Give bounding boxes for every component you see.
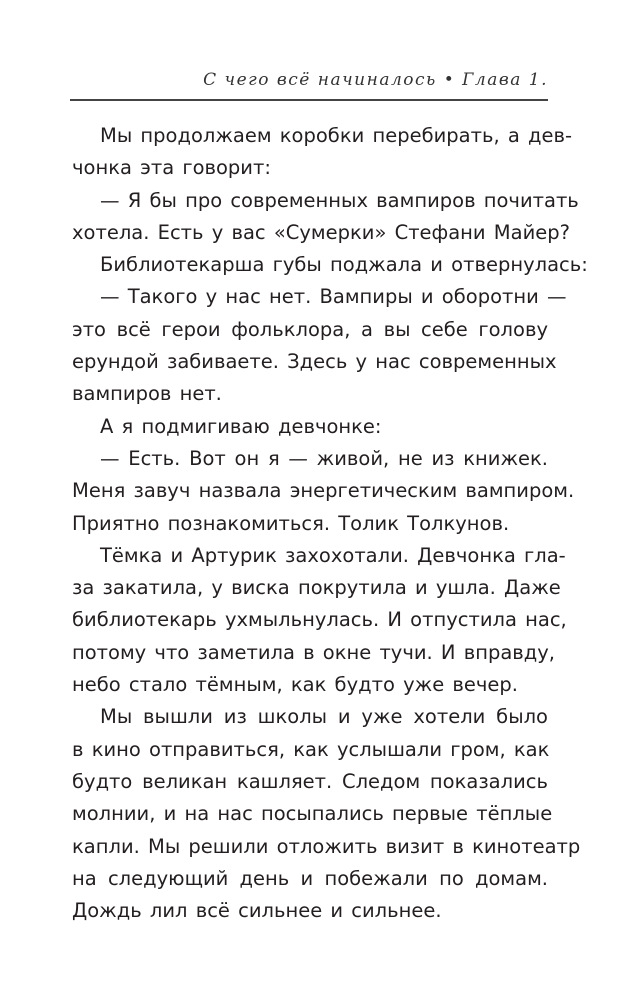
running-header: С чего всё начиналось • Глава 1. [203, 70, 548, 90]
text-line: капли. Мы решили отложить визит в кинотеатр [72, 834, 581, 858]
text-line: библиотекарь ухмыльнулась. И отпустила нас, [72, 608, 567, 632]
text-line: — Такого у нас нет. Вампиры и оборотни — [100, 285, 567, 309]
text-line: — Я бы про современных вампиров почитать [100, 188, 579, 212]
text-line: — Есть. Вот он я — живой, не из книжек. [100, 446, 548, 470]
body-text [72, 120, 588, 927]
text-line: вампиров нет. [72, 382, 222, 406]
text-line: чонка эта говорит: [72, 156, 271, 180]
text-line: молнии, и на нас посыпались первые тёплые [72, 802, 553, 826]
text-line: потому что заметила в окне тучи. И вправду, [72, 640, 555, 664]
text-line: будто великан кашляет. Следом показались [72, 769, 548, 793]
text-line: Мы продолжаем коробки перебирать, а дев- [100, 124, 573, 147]
text-line: ерундой забиваете. Здесь у нас современных [72, 350, 557, 374]
text-line: Дождь лил всё сильнее и сильнее. [72, 899, 442, 923]
text-line: хотела. Есть у вас «Сумерки» Стефани Майер? [72, 220, 570, 244]
header-rule [70, 99, 548, 101]
text-line: А я подмигиваю девчонке: [100, 414, 382, 438]
text-line: Меня завуч назвала энергетическим вампиром. [72, 479, 575, 503]
text-line: за закатила, у виска покрутила и ушла. Даже [72, 576, 561, 600]
text-line: небо стало тёмным, как будто уже вечер. [72, 673, 518, 697]
text-line: на следующий день и побежали по домам. [72, 866, 548, 890]
text-line: Приятно познакомиться. Толик Толкунов. [72, 511, 510, 535]
text-line: это всё герои фольклора, а вы себе голову [72, 317, 548, 341]
text-line: в кино отправиться, как услышали гром, как [72, 737, 550, 761]
text-line: Библиотекарша губы поджала и отвернулась: [100, 253, 588, 277]
text-line: Тёмка и Артурик захохотали. Девчонка гла- [100, 543, 566, 567]
text-line: Мы вышли из школы и уже хотели было [100, 705, 548, 729]
